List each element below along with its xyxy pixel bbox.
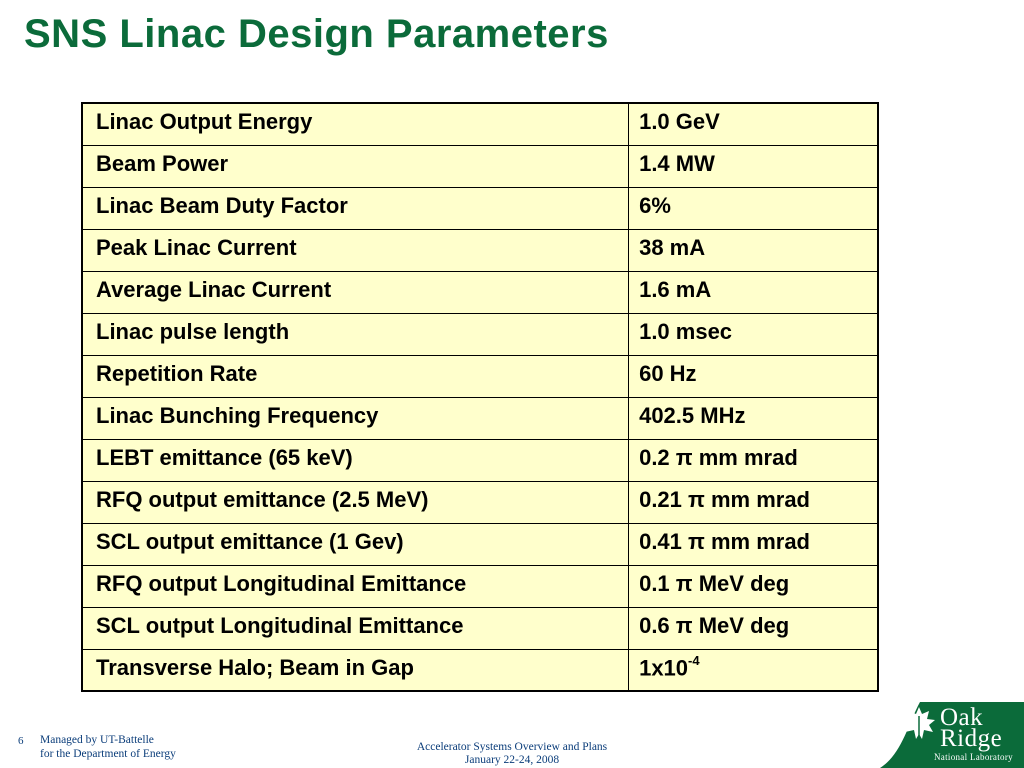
table-row xyxy=(82,355,878,397)
parameter-value: 60 Hz xyxy=(629,355,878,397)
parameter-value: 1.4 MW xyxy=(629,145,878,187)
parameter-name: Beam Power xyxy=(82,145,629,187)
logo-ridge-text: Ridge xyxy=(940,725,1003,752)
parameter-value: 6% xyxy=(629,187,878,229)
parameter-value: 0.41 π mm mrad xyxy=(629,523,878,565)
table-row xyxy=(82,271,878,313)
parameter-name: RFQ output Longitudinal Emittance xyxy=(82,565,629,607)
parameter-name: Transverse Halo; Beam in Gap xyxy=(82,649,629,691)
parameter-value: 1.0 GeV xyxy=(629,103,878,145)
table-row xyxy=(82,481,878,523)
parameter-name: Linac pulse length xyxy=(82,313,629,355)
table-row xyxy=(82,607,878,649)
parameter-value: 0.21 π mm mrad xyxy=(629,481,878,523)
table-row xyxy=(82,523,878,565)
footer-managed-line2: for the Department of Energy xyxy=(40,748,176,760)
footer-managed-line1: Managed by UT-Battelle xyxy=(40,734,154,746)
parameter-value xyxy=(629,649,878,691)
footer-managed-by xyxy=(40,733,176,761)
table-row xyxy=(82,439,878,481)
table-row xyxy=(82,397,878,439)
logo-subtitle: National Laboratory xyxy=(934,752,1013,762)
parameter-value: 0.1 π MeV deg xyxy=(629,565,878,607)
table-row xyxy=(82,145,878,187)
footer-event-line2: January 22-24, 2008 xyxy=(464,754,560,766)
page-number: 6 xyxy=(18,735,24,747)
parameter-name: Repetition Rate xyxy=(82,355,629,397)
parameter-name: SCL output emittance (1 Gev) xyxy=(82,523,629,565)
parameter-value-exponent: -4 xyxy=(688,652,700,668)
parameter-value: 38 mA xyxy=(629,229,878,271)
parameter-value: 1.0 msec xyxy=(629,313,878,355)
parameter-value: 0.2 π mm mrad xyxy=(629,439,878,481)
slide-title: SNS Linac Design Parameters xyxy=(24,12,609,56)
parameter-value: 0.6 π MeV deg xyxy=(629,607,878,649)
parameters-table xyxy=(81,102,879,692)
parameter-value: 402.5 MHz xyxy=(629,397,878,439)
parameter-name: Average Linac Current xyxy=(82,271,629,313)
table-row xyxy=(82,313,878,355)
parameter-name: Linac Output Energy xyxy=(82,103,629,145)
footer-event-line1: Accelerator Systems Overview and Plans xyxy=(416,741,608,753)
table-row xyxy=(82,565,878,607)
parameter-name: Linac Bunching Frequency xyxy=(82,397,629,439)
parameter-name: Linac Beam Duty Factor xyxy=(82,187,629,229)
parameter-name: LEBT emittance (65 keV) xyxy=(82,439,629,481)
table-row xyxy=(82,649,878,691)
footer-event xyxy=(362,741,662,767)
parameter-name: SCL output Longitudinal Emittance xyxy=(82,607,629,649)
table-row xyxy=(82,229,878,271)
parameter-value-base: 1x10 xyxy=(639,654,689,680)
parameter-name: RFQ output emittance (2.5 MeV) xyxy=(82,481,629,523)
leaf-icon xyxy=(902,706,936,742)
table-row xyxy=(82,103,878,145)
parameter-value: 1.6 mA xyxy=(629,271,878,313)
parameter-name: Peak Linac Current xyxy=(82,229,629,271)
table-row xyxy=(82,187,878,229)
logo-oak-text: Oak xyxy=(940,704,984,731)
